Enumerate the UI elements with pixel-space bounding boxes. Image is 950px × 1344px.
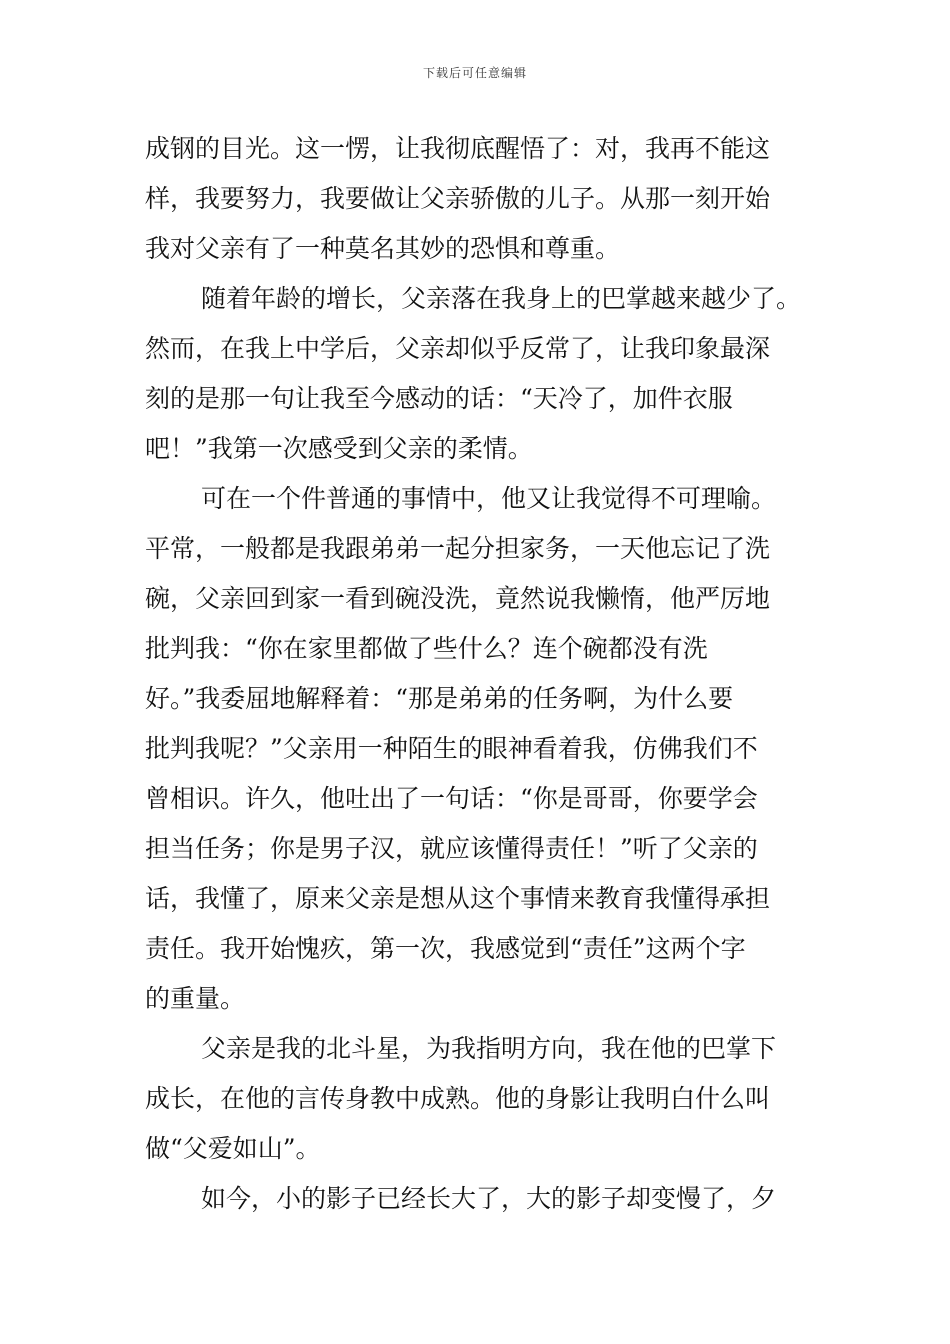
text-line: 平常，一般都是我跟弟弟一起分担家务，一天他忘记了洗 <box>145 534 771 563</box>
text-line: 成长，在他的言传身教中成熟。他的身影让我明白什么叫 <box>145 1084 771 1113</box>
text-line: 曾相识。许久，他吐出了一句话：“你是哥哥，你要学会 <box>145 784 758 813</box>
text-line: 父亲是我的北斗星，为我指明方向，我在他的巴掌下 <box>201 1034 777 1063</box>
text-line: 话，我懂了，原来父亲是想从这个事情来教育我懂得承担 <box>145 884 771 913</box>
text-line: 我对父亲有了一种莫名其妙的恐惧和尊重。 <box>145 234 621 263</box>
page-header: 下载后可任意编辑 <box>422 66 527 80</box>
text-line: 样，我要努力，我要做让父亲骄傲的儿子。从那一刻开始 <box>145 184 771 213</box>
text-line: 如今，小的影子已经长大了，大的影子却变慢了，夕 <box>201 1184 777 1213</box>
text-line: 然而，在我上中学后，父亲却似乎反常了，让我印象最深 <box>145 334 771 363</box>
document-body <box>145 124 805 1224</box>
text-line: 批判我：“你在家里都做了些什么？连个碗都没有洗 <box>145 634 708 663</box>
text-line: 随着年龄的增长，父亲落在我身上的巴掌越来越少了。 <box>201 284 802 313</box>
text-line: 做“父爱如山”。 <box>145 1134 321 1163</box>
text-line: 担当任务；你是男子汉，就应该懂得责任！”听了父亲的 <box>145 834 758 863</box>
text-line: 碗，父亲回到家一看到碗没洗，竟然说我懒惰，他严厉地 <box>145 584 771 613</box>
text-line: 成钢的目光。这一愣，让我彻底醒悟了：对，我再不能这 <box>145 134 771 163</box>
text-line: 刻的是那一句让我至今感动的话：“天冷了，加件衣服 <box>145 384 733 413</box>
text-line: 批判我呢？”父亲用一种陌生的眼神看着我，仿佛我们不 <box>145 734 758 763</box>
text-line: 责任。我开始愧疚，第一次，我感觉到“责任”这两个字 <box>145 934 746 963</box>
text-line: 吧！”我第一次感受到父亲的柔情。 <box>145 434 533 463</box>
text-line: 好。”我委屈地解释着：“那是弟弟的任务啊，为什么要 <box>145 684 734 713</box>
text-line: 可在一个件普通的事情中，他又让我觉得不可理喻。 <box>201 484 777 513</box>
text-line: 的重量。 <box>145 984 246 1013</box>
